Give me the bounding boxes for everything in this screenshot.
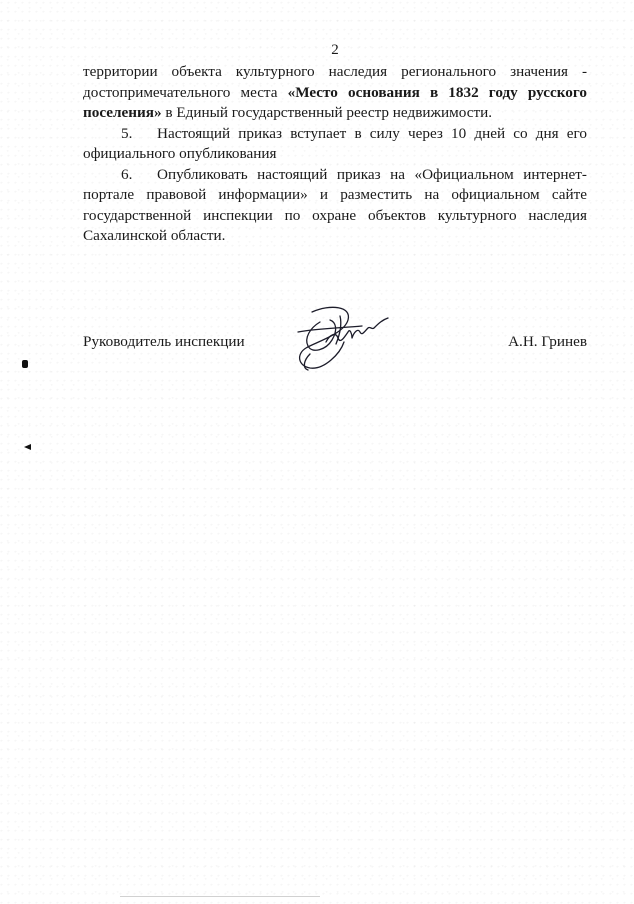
handwritten-signature [290,298,400,374]
scan-artifact [22,360,28,368]
paragraph-item-5 [83,124,587,165]
paragraph-text-end: в Единый государственный реестр недвижимости. [161,104,493,121]
signatory-name: А.Н. Гринев [508,333,587,350]
paragraph-text: Опубликовать настоящий приказ на «Официальном интернет-портале правовой информации» и разместить на официальном сайте государственной инспекции по охране объектов культурного наследия Сахалинской области. [83,165,587,244]
paragraph-text: Настоящий приказ вступает в силу через 10 дней со дня его официального опубликования [83,124,587,162]
scan-artifact [120,896,320,897]
scan-artifact [24,444,31,450]
paragraph-continuation [83,62,587,124]
page-number: 2 [331,42,339,58]
item-number: 5. [121,124,133,142]
place-name-bold: «Место основания в 1832 году русского поселения» [83,83,587,121]
document-body [83,62,587,247]
item-number: 6. [121,165,133,183]
paragraph-text: территории объекта культурного наследия регионального значения - достопримечательного места [83,63,587,101]
signatory-position: Руководитель инспекции [83,333,245,350]
paragraph-item-6 [83,165,587,247]
